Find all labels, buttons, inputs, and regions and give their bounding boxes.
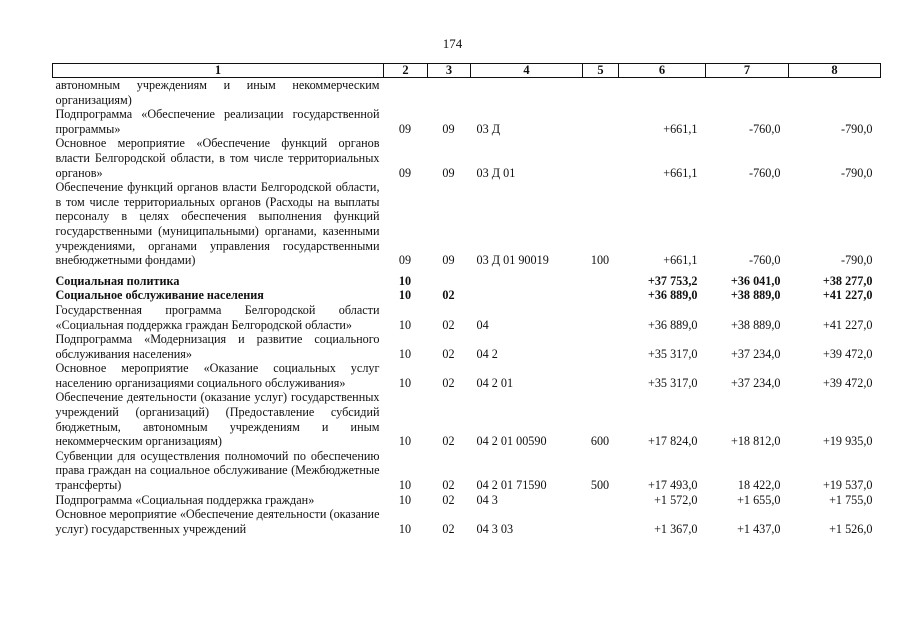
subsection-code: 02 (442, 346, 455, 361)
amount-year-3: +19 935,0 (822, 434, 873, 449)
section-code: 10 (398, 478, 412, 493)
section-code: 10 (398, 521, 412, 536)
amount-year-2: +37 234,0 (730, 346, 781, 361)
subsection-code: 09 (442, 121, 455, 136)
section-code: 10 (398, 492, 412, 507)
row-name: Подпрограмма «Обеспечение реализации государственной программы» (55, 107, 380, 136)
column-header: 4 (471, 64, 583, 78)
amount-year-1: +661,1 (663, 121, 698, 136)
amount-year-2: +38 889,0 (730, 317, 781, 332)
amount-year-2: +1 655,0 (737, 492, 781, 507)
table-row (53, 361, 881, 390)
subsection-code (428, 78, 471, 108)
section-code: 09 (398, 121, 412, 136)
target-article-code: 04 2 01 (476, 375, 514, 390)
amount-year-2: 18 422,0 (737, 478, 781, 493)
row-name: Основное мероприятие «Оказание социальных услуг населению организациями социального обслуживания» (55, 361, 380, 390)
column-header: 3 (428, 64, 471, 78)
target-article-code: 04 2 01 00590 (476, 434, 547, 449)
amount-year-3: -790,0 (841, 121, 873, 136)
amount-year-3 (789, 78, 881, 108)
target-article-code: 03 Д 01 90019 (476, 253, 549, 268)
expense-type-code (583, 332, 619, 361)
amount-year-1: +1 367,0 (654, 521, 698, 536)
row-name: Подпрограмма «Модернизация и развитие социального обслуживания населения» (55, 332, 380, 361)
target-article-code (471, 268, 583, 289)
table-row (53, 288, 881, 303)
amount-year-1: +661,1 (663, 165, 698, 180)
subsection-code: 02 (442, 288, 455, 303)
amount-year-1 (619, 78, 706, 108)
target-article-code: 04 2 01 71590 (476, 478, 547, 493)
amount-year-3: -790,0 (841, 165, 873, 180)
target-article-code: 04 (476, 317, 489, 332)
section-code: 09 (398, 165, 412, 180)
subsection-code: 02 (442, 375, 455, 390)
amount-year-2: +36 041,0 (730, 273, 781, 288)
amount-year-2: -760,0 (749, 121, 781, 136)
amount-year-3: +41 227,0 (822, 288, 873, 303)
row-name: Подпрограмма «Социальная поддержка граждан» (55, 492, 315, 507)
amount-year-1: +17 824,0 (647, 434, 698, 449)
subsection-code (428, 268, 471, 289)
target-article-code (471, 288, 583, 303)
column-header: 2 (384, 64, 428, 78)
page-number: 174 (442, 36, 463, 51)
amount-year-1: +36 889,0 (647, 288, 698, 303)
table-header-row (53, 64, 881, 78)
expense-type-code: 500 (590, 478, 610, 493)
amount-year-3: +19 537,0 (822, 478, 873, 493)
amount-year-1: +17 493,0 (647, 478, 698, 493)
row-name: Социальное обслуживание населения (55, 288, 264, 303)
table-row (53, 449, 881, 493)
amount-year-2: +37 234,0 (730, 375, 781, 390)
target-article-code: 04 3 (476, 492, 498, 507)
expense-type-code: 100 (590, 253, 610, 268)
target-article-code: 04 2 (476, 346, 498, 361)
amount-year-2: +18 812,0 (730, 434, 781, 449)
budget-table (52, 63, 881, 536)
expense-type-code (583, 361, 619, 390)
column-header: 1 (53, 64, 384, 78)
expense-type-code (583, 268, 619, 289)
expense-type-code (583, 303, 619, 332)
amount-year-3: +39 472,0 (822, 346, 873, 361)
target-article-code (471, 78, 583, 108)
column-header: 7 (706, 64, 789, 78)
amount-year-2: -760,0 (749, 165, 781, 180)
section-code: 10 (398, 317, 412, 332)
subsection-code: 02 (442, 434, 455, 449)
subsection-code: 09 (442, 165, 455, 180)
table-row (53, 136, 881, 180)
expense-type-code (583, 136, 619, 180)
column-header: 6 (619, 64, 706, 78)
table-row (53, 303, 881, 332)
expense-type-code (583, 493, 619, 508)
expense-type-code: 600 (590, 434, 610, 449)
section-code: 09 (398, 253, 412, 268)
amount-year-2: +1 437,0 (737, 521, 781, 536)
row-name: Субвенции для осуществления полномочий по обеспечению права граждан на социальное обслуживание (Межбюджетные трансферты) (55, 448, 380, 493)
amount-year-3: -790,0 (841, 253, 873, 268)
amount-year-2 (706, 78, 789, 108)
amount-year-3: +38 277,0 (822, 273, 873, 288)
amount-year-3: +41 227,0 (822, 317, 873, 332)
table-row (53, 107, 881, 136)
target-article-code: 03 Д 01 (476, 165, 516, 180)
table-row (53, 78, 881, 108)
target-article-code: 03 Д (476, 121, 501, 136)
section-code: 10 (398, 273, 412, 288)
table-row (53, 180, 881, 268)
expense-type-code (583, 507, 619, 536)
row-name: Государственная программа Белгородской области «Социальная поддержка граждан Белгородской области» (55, 302, 380, 332)
expense-type-code (583, 78, 619, 108)
subsection-code: 02 (442, 317, 455, 332)
section-code: 10 (398, 375, 412, 390)
amount-year-2: +38 889,0 (730, 288, 781, 303)
amount-year-1: +36 889,0 (647, 317, 698, 332)
column-header: 5 (583, 64, 619, 78)
section-code: 10 (398, 288, 412, 303)
amount-year-3: +1 755,0 (829, 492, 873, 507)
table-row (53, 268, 881, 289)
subsection-code: 02 (442, 521, 455, 536)
table-body (53, 78, 881, 537)
section-code: 10 (398, 346, 412, 361)
amount-year-1: +35 317,0 (647, 375, 698, 390)
subsection-code: 09 (442, 253, 455, 268)
row-name: Основное мероприятие «Обеспечение деятельности (оказание услуг) государственных учреждений (55, 507, 380, 536)
amount-year-1: +35 317,0 (647, 346, 698, 361)
section-code (384, 78, 428, 108)
row-name: Основное мероприятие «Обеспечение функций органов власти Белгородской области, в том числе территориальных органов» (55, 136, 380, 180)
subsection-code: 02 (442, 492, 455, 507)
target-article-code: 04 3 03 (476, 521, 514, 536)
expense-type-code (583, 288, 619, 303)
section-code: 10 (398, 434, 412, 449)
row-name: автономным учреждениям и иным некоммерческим организациям) (55, 78, 380, 107)
amount-year-1: +37 753,2 (647, 273, 698, 288)
table-row (53, 507, 881, 536)
table-row (53, 493, 881, 508)
subsection-code: 02 (442, 478, 455, 493)
amount-year-3: +1 526,0 (829, 521, 873, 536)
amount-year-2: -760,0 (749, 253, 781, 268)
column-header: 8 (789, 64, 881, 78)
row-name: Обеспечение функций органов власти Белгородской области, в том числе территориальных органов (Расходы на выплаты персоналу в целях обеспечения выполнения функций государственными (муниципальными) органами, казенными учреждениями, органами управления государственными внебюджетными фондами) (55, 180, 380, 268)
amount-year-1: +1 572,0 (654, 492, 698, 507)
row-name: Социальная политика (55, 273, 180, 288)
table-row (53, 332, 881, 361)
table-row (53, 390, 881, 448)
amount-year-1: +661,1 (663, 253, 698, 268)
expense-type-code (583, 107, 619, 136)
row-name: Обеспечение деятельности (оказание услуг) государственных учреждений (организаций) (Предоставление субсидий бюджетным, автономным учреждениям и иным некоммерческим организациям) (55, 390, 380, 449)
amount-year-3: +39 472,0 (822, 375, 873, 390)
